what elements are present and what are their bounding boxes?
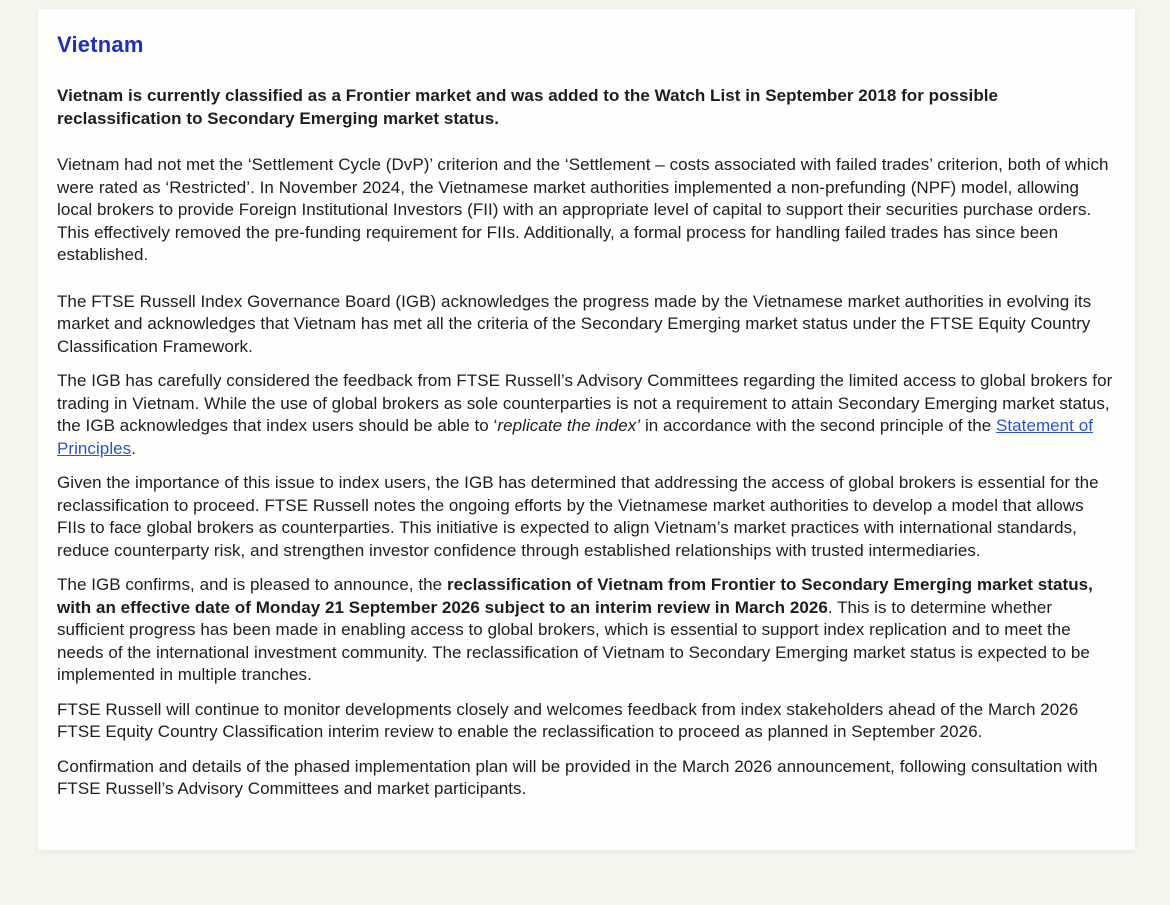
text-run: FTSE Russell will continue to monitor developments closely and welcomes feedback from index stakeholders ahead of the March 2026 FTSE Equity Country Classification interim review to enable the reclassification to proceed as planned in September 2026. (57, 699, 1079, 741)
text-run: The IGB has carefully considered the feedback from FTSE Russell’s Advisory Committees regarding the limited access to global brokers for trading in Vietnam. While the use of global brokers as sole counterparties is not a requirement to attain Secondary Emerging market status, the IGB acknowledges that index users should be able to ‘ (57, 371, 1113, 435)
text-run: . This is to determine whether sufficient progress has been made in enabling access to global brokers, which is essential to support index replication and to meet the needs of the international investment community. The reclassification of Vietnam to Secondary Emerging market status is expected to be implemented in multiple tranches. (57, 597, 1090, 684)
advisory-feedback-paragraph (57, 370, 1113, 460)
confirmation-paragraph (57, 756, 1113, 801)
text-run: The IGB confirms, and is pleased to announce, the (57, 575, 447, 594)
intro-paragraph (57, 85, 1113, 130)
text-run: reclassification of Vietnam from Frontier to Secondary Emerging market status, with an effective date of Monday 21 September 2026 subject to an interim review in March 2026 (57, 575, 1093, 617)
reclassification-announcement-paragraph (57, 574, 1113, 687)
document-page (38, 9, 1135, 850)
text-run: Confirmation and details of the phased implementation plan will be provided in the March 2026 announcement, following consultation with FTSE Russell’s Advisory Committees and market participants. (57, 756, 1098, 798)
text-run: Vietnam is currently classified as a Frontier market and was added to the Watch List in September 2018 for possible reclassification to Secondary Emerging market status. (57, 86, 999, 128)
monitoring-paragraph (57, 699, 1113, 744)
statement-of-principles-link[interactable]: Statement of Principles (57, 416, 1094, 458)
text-run: replicate the index’ (497, 416, 641, 435)
global-brokers-paragraph (57, 472, 1113, 562)
settlement-paragraph (57, 154, 1113, 267)
text-run: The FTSE Russell Index Governance Board (IGB) acknowledges the progress made by the Vietnamese market authorities in evolving its market and acknowledges that Vietnam has met all the criteria of the Secondary Emerging market status under the FTSE Equity Country Classification Framework. (57, 291, 1092, 356)
article-body (57, 85, 1113, 801)
page-title: Vietnam (57, 32, 144, 57)
igb-acknowledgement-paragraph (57, 291, 1113, 359)
text-run: . (131, 438, 136, 458)
document-content (38, 9, 1135, 801)
text-run: in accordance with the second principle of the (640, 416, 997, 435)
text-run: Vietnam had not met the ‘Settlement Cycle (DvP)’ criterion and the ‘Settlement – costs associated with failed trades’ criterion, both of which were rated as ‘Restricted’. In November 2024, the Vietnamese market authorities implemented a non-prefunding (NPF) model, allowing local brokers to provide Foreign Institutional Investors (FII) with an appropriate level of capital to support their securities purchase orders. This effectively removed the pre-funding requirement for FIIs. Additionally, a formal process for handling failed trades has since been established. (57, 155, 1109, 264)
text-run: Given the importance of this issue to index users, the IGB has determined that addressing the access of global brokers is essential for the reclassification to proceed. FTSE Russell notes the ongoing efforts by the Vietnamese market authorities to develop a model that allows FIIs to face global brokers as counterparties. This initiative is expected to align Vietnam’s market practices with international standards, reduce counterparty risk, and strengthen investor confidence through established relationships with trusted intermediaries. (57, 473, 1099, 560)
